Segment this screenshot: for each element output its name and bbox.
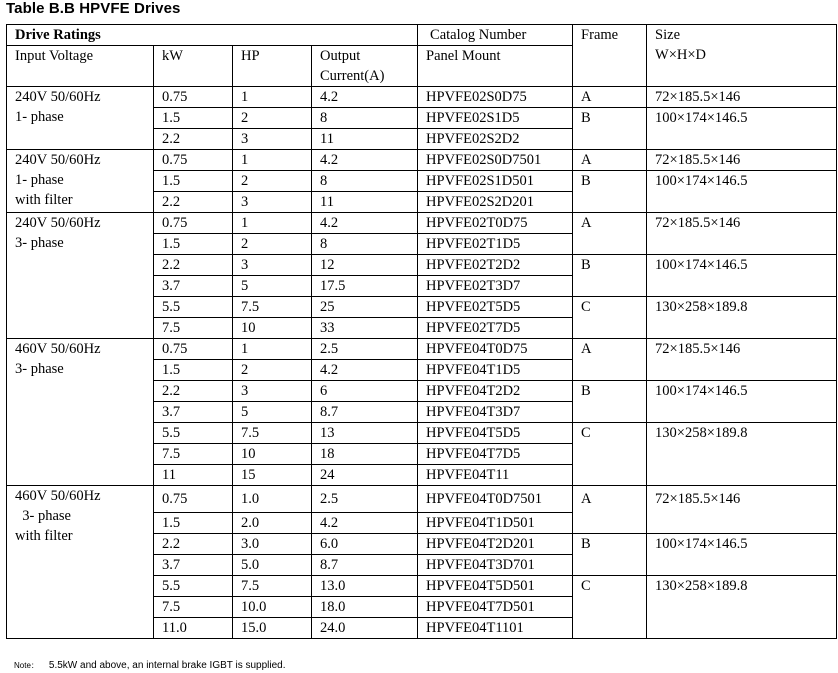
header-size-label: Size (655, 27, 681, 43)
output-current-cell: 2.5 (312, 486, 418, 513)
output-current-cell: 4.2 (312, 213, 418, 234)
catalog-number-cell: HPVFE02S2D2 (418, 129, 573, 150)
kw-cell: 2.2 (154, 129, 233, 150)
hp-cell: 3.0 (233, 534, 312, 555)
hp-cell: 10 (233, 318, 312, 339)
catalog-number-cell: HPVFE04T3D7 (418, 402, 573, 423)
kw-cell: 0.75 (154, 87, 233, 108)
kw-cell: 3.7 (154, 402, 233, 423)
frame-cell: A (573, 339, 647, 381)
size-cell: 100×174×146.5 (647, 171, 837, 213)
hp-cell: 2 (233, 108, 312, 129)
hp-cell: 10.0 (233, 597, 312, 618)
size-cell: 130×258×189.8 (647, 297, 837, 339)
catalog-number-cell: HPVFE04T0D75 (418, 339, 573, 360)
input-voltage-line: 3- phase (15, 508, 71, 524)
size-cell: 72×185.5×146 (647, 150, 837, 171)
header-frame: Frame (573, 25, 647, 87)
output-current-cell: 4.2 (312, 150, 418, 171)
frame-cell: A (573, 87, 647, 108)
input-voltage-line: 460V 50/60Hz (15, 488, 101, 504)
hp-cell: 3 (233, 381, 312, 402)
catalog-number-cell: HPVFE04T1101 (418, 618, 573, 639)
kw-cell: 7.5 (154, 444, 233, 465)
output-current-cell: 4.2 (312, 513, 418, 534)
output-current-cell: 13.0 (312, 576, 418, 597)
kw-cell: 1.5 (154, 108, 233, 129)
size-cell: 100×174×146.5 (647, 534, 837, 576)
catalog-number-cell: HPVFE02T2D2 (418, 255, 573, 276)
table-row (7, 213, 837, 234)
footnote (14, 659, 286, 672)
catalog-number-cell: HPVFE02T3D7 (418, 276, 573, 297)
frame-cell: B (573, 381, 647, 423)
output-current-cell: 8 (312, 171, 418, 192)
kw-cell: 0.75 (154, 486, 233, 513)
input-voltage-cell (7, 486, 154, 639)
output-current-cell: 8.7 (312, 555, 418, 576)
header-drive-ratings: Drive Ratings (7, 25, 418, 46)
input-voltage-line: 1- phase (15, 109, 64, 125)
frame-cell: A (573, 486, 647, 534)
hp-cell: 15.0 (233, 618, 312, 639)
frame-cell: A (573, 213, 647, 255)
input-voltage-line: 460V 50/60Hz (15, 341, 101, 357)
catalog-number-cell: HPVFE02S1D5 (418, 108, 573, 129)
kw-cell: 11.0 (154, 618, 233, 639)
input-voltage-line: with filter (15, 192, 73, 208)
kw-cell: 1.5 (154, 360, 233, 381)
catalog-number-cell: HPVFE04T3D701 (418, 555, 573, 576)
kw-cell: 7.5 (154, 318, 233, 339)
input-voltage-cell (7, 213, 154, 339)
hp-cell: 15 (233, 465, 312, 486)
header-size-dims: W×H×D (655, 47, 707, 63)
frame-cell: C (573, 576, 647, 639)
catalog-number-cell: HPVFE04T5D5 (418, 423, 573, 444)
output-current-cell: 17.5 (312, 276, 418, 297)
output-current-cell: 18.0 (312, 597, 418, 618)
catalog-number-cell: HPVFE02T0D75 (418, 213, 573, 234)
size-cell: 130×258×189.8 (647, 423, 837, 486)
input-voltage-cell (7, 87, 154, 150)
kw-cell: 0.75 (154, 213, 233, 234)
header-input-voltage: Input Voltage (7, 46, 154, 87)
header-panel-mount: Panel Mount (418, 46, 573, 87)
size-cell: 72×185.5×146 (647, 339, 837, 381)
hp-cell: 1 (233, 87, 312, 108)
kw-cell: 1.5 (154, 234, 233, 255)
catalog-number-cell: HPVFE04T1D5 (418, 360, 573, 381)
frame-cell: C (573, 423, 647, 486)
kw-cell: 2.2 (154, 255, 233, 276)
frame-cell: B (573, 534, 647, 576)
table-row (7, 486, 837, 513)
catalog-number-cell: HPVFE04T1D501 (418, 513, 573, 534)
output-current-cell: 8.7 (312, 402, 418, 423)
header-row-1 (7, 25, 837, 46)
catalog-number-cell: HPVFE02T1D5 (418, 234, 573, 255)
header-hp: HP (233, 46, 312, 87)
output-current-cell: 8 (312, 108, 418, 129)
kw-cell: 1.5 (154, 171, 233, 192)
kw-cell: 7.5 (154, 597, 233, 618)
output-current-cell: 11 (312, 192, 418, 213)
catalog-number-cell: HPVFE04T11 (418, 465, 573, 486)
table-row (7, 339, 837, 360)
input-voltage-cell (7, 150, 154, 213)
frame-cell: B (573, 171, 647, 213)
catalog-number-cell: HPVFE02T7D5 (418, 318, 573, 339)
hp-cell: 3 (233, 255, 312, 276)
catalog-number-cell: HPVFE02S0D75 (418, 87, 573, 108)
hp-cell: 10 (233, 444, 312, 465)
hp-cell: 2.0 (233, 513, 312, 534)
hp-cell: 7.5 (233, 423, 312, 444)
hp-cell: 1.0 (233, 486, 312, 513)
header-kw: kW (154, 46, 233, 87)
size-cell: 72×185.5×146 (647, 213, 837, 255)
input-voltage-line: 1- phase (15, 172, 64, 188)
output-current-cell: 4.2 (312, 87, 418, 108)
hp-cell: 3 (233, 129, 312, 150)
output-current-cell: 24.0 (312, 618, 418, 639)
header-output-line-1: Output (320, 48, 361, 64)
output-current-cell: 13 (312, 423, 418, 444)
catalog-number-cell: HPVFE04T2D201 (418, 534, 573, 555)
output-current-cell: 2.5 (312, 339, 418, 360)
kw-cell: 3.7 (154, 276, 233, 297)
table-title: Table B.B HPVFE Drives (6, 0, 181, 17)
kw-cell: 1.5 (154, 513, 233, 534)
kw-cell: 0.75 (154, 150, 233, 171)
catalog-number-cell: HPVFE04T0D7501 (418, 486, 573, 513)
output-current-cell: 11 (312, 129, 418, 150)
frame-cell: B (573, 255, 647, 297)
header-size (647, 25, 837, 87)
input-voltage-line: 240V 50/60Hz (15, 152, 101, 168)
table-row (7, 150, 837, 171)
output-current-cell: 25 (312, 297, 418, 318)
size-cell: 100×174×146.5 (647, 108, 837, 150)
kw-cell: 2.2 (154, 381, 233, 402)
kw-cell: 2.2 (154, 534, 233, 555)
hp-cell: 1 (233, 213, 312, 234)
input-voltage-line: 240V 50/60Hz (15, 89, 101, 105)
frame-cell: B (573, 108, 647, 150)
frame-cell: A (573, 150, 647, 171)
size-cell: 100×174×146.5 (647, 255, 837, 297)
size-cell: 72×185.5×146 (647, 87, 837, 108)
kw-cell: 5.5 (154, 423, 233, 444)
hp-cell: 5 (233, 276, 312, 297)
kw-cell: 5.5 (154, 576, 233, 597)
catalog-number-cell: HPVFE02T5D5 (418, 297, 573, 318)
header-output-current (312, 46, 418, 87)
table-row (7, 87, 837, 108)
input-voltage-cell (7, 339, 154, 486)
output-current-cell: 18 (312, 444, 418, 465)
input-voltage-line: with filter (15, 528, 73, 544)
input-voltage-line: 3- phase (15, 361, 64, 377)
hp-cell: 2 (233, 171, 312, 192)
hp-cell: 1 (233, 150, 312, 171)
kw-cell: 5.5 (154, 297, 233, 318)
output-current-cell: 8 (312, 234, 418, 255)
hp-cell: 2 (233, 234, 312, 255)
catalog-number-cell: HPVFE02S1D501 (418, 171, 573, 192)
note-text: 5.5kW and above, an internal brake IGBT is supplied. (48, 660, 286, 671)
hp-cell: 1 (233, 339, 312, 360)
hp-cell: 3 (233, 192, 312, 213)
output-current-cell: 24 (312, 465, 418, 486)
hp-cell: 5 (233, 402, 312, 423)
kw-cell: 11 (154, 465, 233, 486)
frame-cell: C (573, 297, 647, 339)
hp-cell: 5.0 (233, 555, 312, 576)
note-label: Note： (14, 661, 39, 670)
output-current-cell: 6.0 (312, 534, 418, 555)
catalog-number-cell: HPVFE04T7D5 (418, 444, 573, 465)
header-output-line-2: Current(A) (320, 68, 385, 84)
output-current-cell: 4.2 (312, 360, 418, 381)
kw-cell: 0.75 (154, 339, 233, 360)
output-current-cell: 6 (312, 381, 418, 402)
hp-cell: 7.5 (233, 297, 312, 318)
catalog-number-cell: HPVFE04T7D501 (418, 597, 573, 618)
kw-cell: 3.7 (154, 555, 233, 576)
catalog-number-cell: HPVFE02S2D201 (418, 192, 573, 213)
catalog-number-cell: HPVFE04T2D2 (418, 381, 573, 402)
output-current-cell: 33 (312, 318, 418, 339)
catalog-number-cell: HPVFE02S0D7501 (418, 150, 573, 171)
catalog-number-cell: HPVFE04T5D501 (418, 576, 573, 597)
kw-cell: 2.2 (154, 192, 233, 213)
size-cell: 100×174×146.5 (647, 381, 837, 423)
input-voltage-line: 240V 50/60Hz (15, 215, 101, 231)
size-cell: 72×185.5×146 (647, 486, 837, 534)
header-catalog-number: Catalog Number (418, 25, 573, 46)
hp-cell: 2 (233, 360, 312, 381)
input-voltage-line: 3- phase (15, 235, 64, 251)
size-cell: 130×258×189.8 (647, 576, 837, 639)
hp-cell: 7.5 (233, 576, 312, 597)
drives-table (6, 24, 837, 639)
output-current-cell: 12 (312, 255, 418, 276)
